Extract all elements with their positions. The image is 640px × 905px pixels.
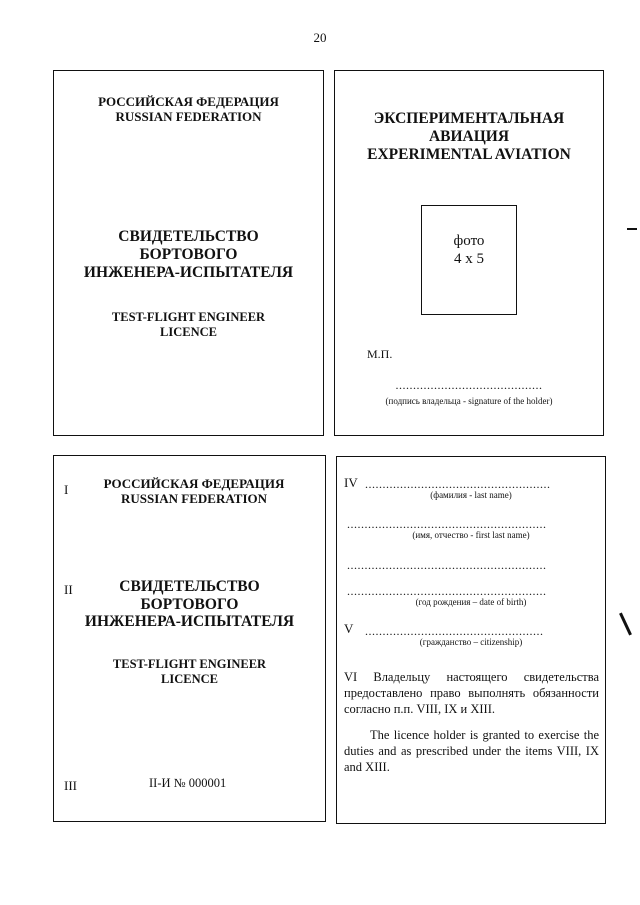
item-number-ii: II bbox=[64, 582, 73, 597]
citizenship-caption: (гражданство – citizenship) bbox=[419, 637, 523, 647]
photo-placeholder bbox=[421, 205, 517, 315]
title-ru-line3: ИНЖЕНЕРА-ИСПЫТАТЕЛЯ bbox=[84, 613, 295, 630]
serial-number: II-И № 000001 bbox=[149, 776, 227, 790]
country-ru: РОССИЙСКАЯ ФЕДЕРАЦИЯ bbox=[98, 94, 279, 109]
heading-ru-line1: ЭКСПЕРИМЕНТАЛЬНАЯ bbox=[373, 110, 565, 127]
photo-label: фото bbox=[453, 233, 485, 249]
title-ru-line1: СВИДЕТЕЛЬСТВО bbox=[119, 578, 260, 595]
heading-en: EXPERIMENTAL AVIATION bbox=[367, 146, 571, 163]
dob-caption: (год рождения – date of birth) bbox=[415, 597, 527, 607]
title-en-line2: LICENCE bbox=[161, 672, 218, 686]
rights-paragraph-en: The licence holder is granted to exercise the duties and as prescribed under the items VIII, IX and XIII. bbox=[344, 728, 599, 774]
licence-inner-right bbox=[336, 456, 606, 824]
page-number: 20 bbox=[313, 30, 327, 45]
heading-ru-line2: АВИАЦИЯ bbox=[428, 128, 510, 145]
country-en: RUSSIAN FEDERATION bbox=[115, 109, 262, 124]
first-name-caption: (имя, отчество - first last name) bbox=[412, 530, 530, 540]
licence-front-cover bbox=[53, 70, 324, 436]
country-en: RUSSIAN FEDERATION bbox=[120, 491, 268, 506]
scan-mark bbox=[627, 228, 637, 230]
dob-line: ......................................................... bbox=[347, 585, 547, 597]
last-name-line: ..................................................... bbox=[365, 478, 551, 490]
item-number-iv: IV bbox=[344, 475, 358, 490]
last-name-caption: (фамилия - last name) bbox=[430, 490, 512, 500]
photo-size: 4 x 5 bbox=[454, 251, 484, 267]
scan-mark bbox=[619, 612, 632, 635]
title-en-line1: TEST-FLIGHT ENGINEER bbox=[112, 657, 267, 671]
item-number-iii: III bbox=[64, 778, 77, 793]
rights-paragraph-ru: VI Владельцу настоящего свидетельства предоставлено право выполнять обязанности согласно п.п. VIII, IX и XIII. bbox=[344, 670, 599, 716]
stamp-label: М.П. bbox=[367, 347, 393, 361]
signature-caption: (подпись владельца - signature of the holder) bbox=[385, 396, 553, 406]
licence-inner-left bbox=[53, 455, 326, 822]
title-ru-line3: ИНЖЕНЕРА-ИСПЫТАТЕЛЯ bbox=[83, 264, 294, 281]
licence-back-cover bbox=[334, 70, 604, 436]
signature-line: .......................................... bbox=[395, 379, 543, 391]
title-ru-line1: СВИДЕТЕЛЬСТВО bbox=[118, 228, 259, 245]
title-en-line2: LICENCE bbox=[160, 325, 217, 339]
citizenship-line: ................................................... bbox=[365, 625, 544, 637]
country-ru: РОССИЙСКАЯ ФЕДЕРАЦИЯ bbox=[103, 476, 285, 491]
title-ru-line2: БОРТОВОГО bbox=[139, 246, 238, 263]
blank-line: ......................................................... bbox=[347, 559, 547, 571]
title-ru-line2: БОРТОВОГО bbox=[140, 596, 239, 613]
first-name-line: ......................................................... bbox=[347, 518, 547, 530]
title-en-line1: TEST-FLIGHT ENGINEER bbox=[111, 310, 266, 324]
item-number-i: I bbox=[64, 482, 69, 497]
item-number-v: V bbox=[344, 621, 354, 636]
